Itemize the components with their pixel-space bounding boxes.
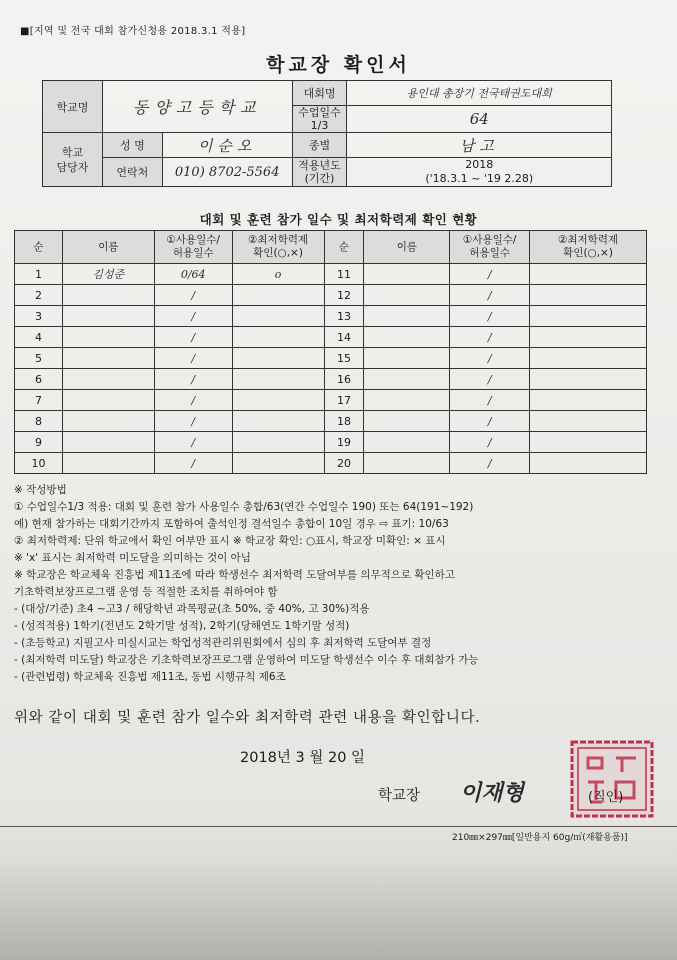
official-seal bbox=[566, 738, 658, 820]
row-min-left bbox=[232, 390, 324, 411]
header-min-right bbox=[530, 231, 647, 264]
row-name-left bbox=[62, 348, 154, 369]
table-row bbox=[15, 432, 647, 453]
contact-label: 연락처 bbox=[102, 158, 162, 187]
row-name-left bbox=[62, 411, 154, 432]
row-days-right: / bbox=[450, 264, 530, 285]
row-name-right bbox=[364, 453, 450, 474]
event-value: 남고 bbox=[347, 133, 612, 158]
row-name-left bbox=[62, 327, 154, 348]
row-name-right bbox=[364, 327, 450, 348]
row-days-right: / bbox=[450, 306, 530, 327]
year-label-line1: 적용년도 bbox=[298, 159, 341, 172]
table-row bbox=[15, 390, 647, 411]
header-no-right: 순 bbox=[324, 231, 364, 264]
row-name-right bbox=[364, 285, 450, 306]
seal-label: (직인) bbox=[588, 790, 624, 805]
header-days-left-line1: ①사용일수/ bbox=[166, 234, 220, 246]
row-name-right bbox=[364, 348, 450, 369]
row-min-right bbox=[530, 411, 647, 432]
row-no-right: 20 bbox=[324, 453, 364, 474]
header-min-left-line1: ②최저학력제 bbox=[248, 234, 309, 246]
note-line: - (초등학교) 지필고사 미실시교는 학업성적관리위원회에서 심의 후 최저학력 도달여부 결정 bbox=[14, 637, 432, 649]
principal-signature: 이재형 bbox=[460, 780, 524, 806]
year-value-line1: 2018 bbox=[465, 158, 494, 171]
row-min-left bbox=[232, 348, 324, 369]
row-no-right: 14 bbox=[324, 327, 364, 348]
table-row bbox=[15, 285, 647, 306]
principal-label: 학교장 bbox=[378, 788, 421, 804]
note-line: 예) 현재 참가하는 대회기간까지 포함하여 출석인정 결석일수 총합이 10일 경우 ⇨ 표기: 10/63 bbox=[14, 518, 449, 530]
table-row bbox=[15, 348, 647, 369]
row-min-left bbox=[232, 453, 324, 474]
note-line: ※ 작성방법 bbox=[14, 484, 67, 496]
row-name-left bbox=[62, 369, 154, 390]
row-days-right: / bbox=[450, 453, 530, 474]
header-name-left: 이름 bbox=[62, 231, 154, 264]
row-no-left: 10 bbox=[15, 453, 63, 474]
contest-value: 용인대 총장기 전국태권도대회 bbox=[347, 81, 612, 106]
days-value: 64 bbox=[347, 106, 612, 133]
row-min-right bbox=[530, 432, 647, 453]
row-min-right bbox=[530, 306, 647, 327]
note-line: ※ 학교장은 학교체육 진흥법 제11조에 따라 학생선수 최저학력 도달여부를 의무적으로 확인하고 bbox=[14, 569, 455, 581]
header-days-right-line2: 허용일수 bbox=[469, 247, 510, 259]
row-min-right bbox=[530, 264, 647, 285]
row-name-left bbox=[62, 453, 154, 474]
row-no-left: 9 bbox=[15, 432, 63, 453]
name-label: 성 명 bbox=[102, 133, 162, 158]
row-no-right: 16 bbox=[324, 369, 364, 390]
table-row bbox=[15, 264, 647, 285]
row-min-left bbox=[232, 432, 324, 453]
row-name-left bbox=[62, 285, 154, 306]
manager-label-line2: 담당자 bbox=[56, 160, 89, 174]
note-line: - (관련법령) 학교체육 진흥법 제11조, 동법 시행규칙 제6조 bbox=[14, 671, 286, 683]
row-min-right bbox=[530, 327, 647, 348]
row-days-right: / bbox=[450, 369, 530, 390]
year-value-line2: ('18.3.1 ~ '19 2.28) bbox=[425, 172, 534, 185]
row-days-left: / bbox=[154, 348, 232, 369]
table-header bbox=[15, 231, 647, 264]
contact-value: 010) 8702-5564 bbox=[162, 158, 292, 187]
row-name-left bbox=[62, 390, 154, 411]
note-line: ② 최저학력제: 단위 학교에서 확인 여부만 표시 ※ 학교장 확인: ○표시, 학교장 미확인: × 표시 bbox=[14, 535, 446, 547]
row-no-left: 7 bbox=[15, 390, 63, 411]
paper-spec: 210㎜×297㎜[일반용지 60g/㎡(재활용품)] bbox=[452, 833, 628, 843]
note-line: - (대상/기준) 초4 ~고3 / 해당학년 과목평균(초 50%, 중 40%, 고 30%)적용 bbox=[14, 603, 370, 615]
table-row bbox=[15, 327, 647, 348]
row-min-left bbox=[232, 285, 324, 306]
row-name-right bbox=[364, 369, 450, 390]
table-row bbox=[15, 369, 647, 390]
row-days-right: / bbox=[450, 285, 530, 306]
page-shadow bbox=[0, 860, 677, 960]
instructions bbox=[14, 482, 664, 686]
header-days-right-line1: ①사용일수/ bbox=[462, 234, 517, 246]
row-min-left: o bbox=[232, 264, 324, 285]
days-label bbox=[292, 106, 347, 133]
row-min-right bbox=[530, 390, 647, 411]
row-days-left: / bbox=[154, 453, 232, 474]
section-subtitle: 대회 및 훈련 참가 일수 및 최저학력제 확인 현황 bbox=[199, 212, 478, 227]
footer-divider bbox=[0, 826, 677, 827]
row-days-left: / bbox=[154, 390, 232, 411]
row-no-left: 8 bbox=[15, 411, 63, 432]
header-min-left-line2: 확인(○,×) bbox=[253, 247, 303, 259]
year-value bbox=[347, 158, 612, 187]
row-no-left: 1 bbox=[15, 264, 63, 285]
confirmation-date: 2018년 3 월 20 일 bbox=[240, 750, 366, 766]
note-line: - (최저학력 미도달) 학교장은 기초학력보장프로그램 운영하여 미도달 학생선수 이수 후 대회참가 가능 bbox=[14, 654, 479, 666]
header-min-left bbox=[232, 231, 324, 264]
row-min-right bbox=[530, 369, 647, 390]
row-no-right: 18 bbox=[324, 411, 364, 432]
row-name-right bbox=[364, 264, 450, 285]
row-min-left bbox=[232, 369, 324, 390]
table-row bbox=[15, 453, 647, 474]
document-title: 학교장 확인서 bbox=[266, 54, 411, 76]
year-label bbox=[292, 158, 347, 187]
row-name-right bbox=[364, 306, 450, 327]
row-min-right bbox=[530, 348, 647, 369]
school-value: 동양고등학교 bbox=[102, 81, 292, 133]
row-no-right: 11 bbox=[324, 264, 364, 285]
name-value: 이순오 bbox=[162, 133, 292, 158]
event-label: 종별 bbox=[292, 133, 347, 158]
row-min-right bbox=[530, 453, 647, 474]
days-label-line2: 1/3 bbox=[310, 119, 329, 132]
row-no-left: 2 bbox=[15, 285, 63, 306]
row-days-left: / bbox=[154, 327, 232, 348]
participation-table bbox=[14, 230, 647, 474]
row-min-left bbox=[232, 411, 324, 432]
note-line: ① 수업일수1/3 적용: 대회 및 훈련 참가 사용일수 총합/63(연간 수업일수 190) 또는 64(191~192) bbox=[14, 501, 474, 513]
header-days-right bbox=[450, 231, 530, 264]
row-days-left: / bbox=[154, 432, 232, 453]
row-name-left bbox=[62, 432, 154, 453]
row-days-right: / bbox=[450, 348, 530, 369]
manager-label bbox=[43, 133, 103, 187]
school-label: 학교명 bbox=[43, 81, 103, 133]
row-days-left: 0/64 bbox=[154, 264, 232, 285]
row-no-right: 19 bbox=[324, 432, 364, 453]
row-no-left: 3 bbox=[15, 306, 63, 327]
form-code: ■[지역 및 전국 대회 참가신청용 2018.3.1 적용] bbox=[20, 26, 246, 37]
header-min-right-line2: 확인(○,×) bbox=[563, 247, 613, 259]
header-no-left: 순 bbox=[15, 231, 63, 264]
row-no-left: 6 bbox=[15, 369, 63, 390]
row-days-left: / bbox=[154, 411, 232, 432]
row-min-right bbox=[530, 285, 647, 306]
header-days-left bbox=[154, 231, 232, 264]
row-days-left: / bbox=[154, 369, 232, 390]
header-days-left-line2: 허용일수 bbox=[172, 247, 214, 259]
row-days-right: / bbox=[450, 327, 530, 348]
row-days-left: / bbox=[154, 306, 232, 327]
row-name-right bbox=[364, 411, 450, 432]
row-min-left bbox=[232, 306, 324, 327]
confirmation-statement: 위와 같이 대회 및 훈련 참가 일수와 최저학력 관련 내용을 확인합니다. bbox=[14, 710, 481, 726]
note-line: - (성적적용) 1학기(전년도 2학기말 성적), 2학기(당해연도 1학기말 성적) bbox=[14, 620, 350, 632]
note-line: 기초학력보장프로그램 운영 등 적절한 조치를 취하여야 함 bbox=[14, 586, 278, 598]
table-row bbox=[15, 411, 647, 432]
row-no-right: 12 bbox=[324, 285, 364, 306]
manager-label-line1: 학교 bbox=[61, 145, 84, 159]
row-no-left: 4 bbox=[15, 327, 63, 348]
note-line: ※ 'x' 표시는 최저학력 미도달을 의미하는 것이 아님 bbox=[14, 552, 251, 564]
row-days-left: / bbox=[154, 285, 232, 306]
row-name-right bbox=[364, 390, 450, 411]
row-min-left bbox=[232, 327, 324, 348]
table-row bbox=[15, 306, 647, 327]
row-name-left: 김성준 bbox=[62, 264, 154, 285]
header-min-right-line1: ②최저학력제 bbox=[557, 234, 619, 246]
row-no-right: 15 bbox=[324, 348, 364, 369]
row-days-right: / bbox=[450, 432, 530, 453]
row-no-right: 17 bbox=[324, 390, 364, 411]
row-no-right: 13 bbox=[324, 306, 364, 327]
row-name-left bbox=[62, 306, 154, 327]
header-name-right: 이름 bbox=[364, 231, 450, 264]
info-table bbox=[42, 80, 612, 187]
row-no-left: 5 bbox=[15, 348, 63, 369]
days-label-line1: 수업일수 bbox=[298, 106, 341, 119]
row-days-right: / bbox=[450, 411, 530, 432]
year-label-line2: (기간) bbox=[304, 172, 335, 185]
contest-label: 대회명 bbox=[292, 81, 347, 106]
row-days-right: / bbox=[450, 390, 530, 411]
row-name-right bbox=[364, 432, 450, 453]
